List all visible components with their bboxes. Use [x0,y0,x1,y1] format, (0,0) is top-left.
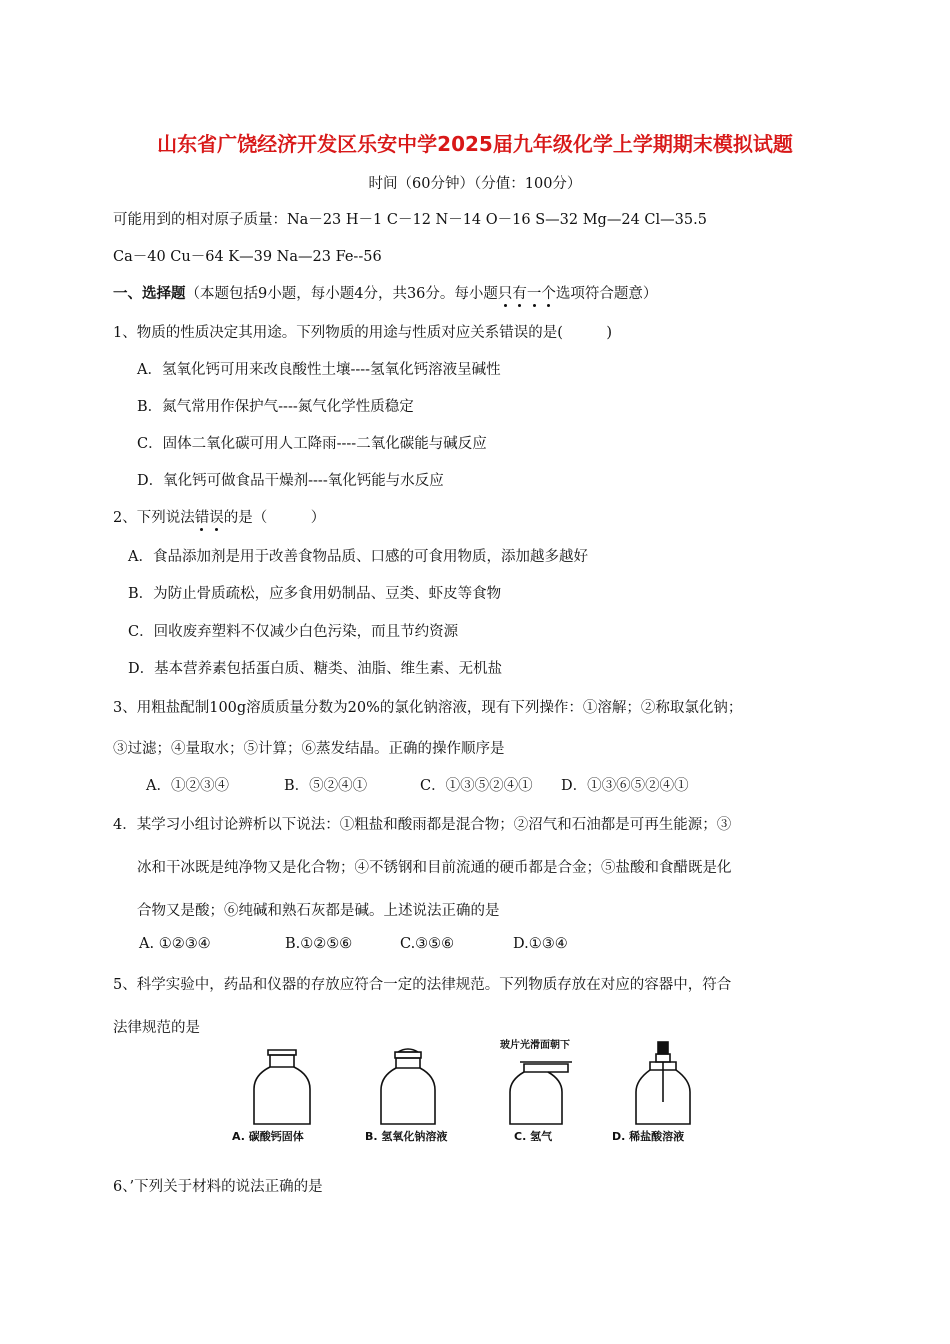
question-2-option-d: D．基本营养素包括蛋白质、糖类、油脂、维生素、无机盐 [128,661,503,677]
question-4-line-2: 冰和干冰既是纯净物又是化合物；④不锈钢和目前流通的硬币都是合金；⑤盐酸和食醋既是化 [137,860,732,876]
question-2-option-c: C．回收废弃塑料不仅减少白色污染，而且节约资源 [128,624,459,640]
question-2-stem [113,506,325,527]
emphasis-char: 一 [526,286,542,302]
question-1-option-b: B．氮气常用作保护气----氮气化学性质稳定 [137,399,414,415]
emphasis-char: 个 [541,286,556,302]
bottle-c-icon [510,1062,572,1124]
section-1-header [113,282,657,303]
question-1-option-d: D．氧化钙可做食品干燥剂----氧化钙能与水反应 [137,473,444,489]
question-2-stem-b: 的是（ ） [223,510,326,526]
question-2-option-a: A．食品添加剂是用于改善食物品质、口感的可食用物质，添加越多越好 [128,549,588,565]
question-3-line-2: ③过滤；④量取水；⑤计算；⑥蒸发结晶。正确的操作顺序是 [113,741,505,757]
question-6-stem: 6、’下列关于材料的说法正确的是 [113,1179,323,1195]
figure-label-c: C. 氢气 [514,1130,553,1143]
exam-info: 时间（60分钟）（分值：100分） [368,176,582,192]
question-5-line-1: 5、科学实验中，药品和仪器的存放应符合一定的法律规范。下列物质存放在对应的容器中，符合 [113,977,732,993]
question-5-line-2: 法律规范的是 [113,1020,200,1036]
question-4-option-b: B.①②⑤⑥ [285,936,353,952]
atomic-masses-line-1: 可能用到的相对原子质量：Na－23 H－1 C－12 N－14 O－16 S—32 Mg—24 Cl—35.5 [113,212,707,228]
figure-label-a: A. 碳酸钙固体 [232,1130,304,1143]
bottle-a-icon [254,1050,310,1124]
atomic-masses-line-2: Ca－40 Cu－64 K—39 Na—23 Fe--56 [113,249,382,265]
figure-note: 玻片光滑面朝下 [500,1040,570,1051]
section-1-heading: 一、选择题 [113,285,186,302]
question-2-stem-a: 2、下列说法 [113,510,195,526]
question-4-option-d: D.①③④ [513,936,568,952]
question-4-line-1: 4．某学习小组讨论辨析以下说法：①粗盐和酸雨都是混合物；②沼气和石油都是可再生能源；③ [113,817,732,833]
emphasis-char: 有 [512,286,527,302]
question-3-option-a: A．①②③④ [146,778,229,794]
question-3-line-1: 3、用粗盐配制100g溶质质量分数为20%的氯化钠溶液，现有下列操作：①溶解；②称取氯化钠； [113,700,743,716]
question-1-stem: 1、物质的性质决定其用途。下列物质的用途与性质对应关系错误的是( ) [113,325,613,341]
question-1-option-c: C．固体二氧化碳可用人工降雨----二氧化碳能与碱反应 [137,436,487,452]
question-3-option-b: B．⑤②④① [284,778,368,794]
bottle-d-icon [636,1042,690,1124]
figure-label-d: D. 稀盐酸溶液 [612,1130,685,1143]
question-4-option-a: A. ①②③④ [139,936,211,952]
emphasis-char: 误 [209,510,224,526]
question-1-option-a: A．氢氧化钙可用来改良酸性土壤----氢氧化钙溶液呈碱性 [137,362,501,378]
section-1-desc-a: （本题包括9小题，每小题4分，共36分。每小题 [185,286,498,302]
question-3-option-c: C．①③⑤②④① [420,778,533,794]
emphasis-char: 错 [194,510,210,526]
question-2-option-b: B．为防止骨质疏松，应多食用奶制品、豆类、虾皮等食物 [128,586,502,602]
question-4-option-c: C.③⑤⑥ [400,936,455,952]
page-title: 山东省广饶经济开发区乐安中学2025届九年级化学上学期期末模拟试题 [157,132,793,156]
emphasis-char: 只 [497,286,513,302]
question-3-option-d: D．①③⑥⑤②④① [561,778,689,794]
reagent-bottles-figure [230,1040,730,1145]
question-4-line-3: 合物又是酸；⑥纯碱和熟石灰都是碱。上述说法正确的是 [137,903,500,919]
figure-label-b: B. 氢氧化钠溶液 [365,1130,448,1143]
section-1-desc-b: 选项符合题意） [555,286,658,302]
bottle-b-icon [381,1049,435,1124]
